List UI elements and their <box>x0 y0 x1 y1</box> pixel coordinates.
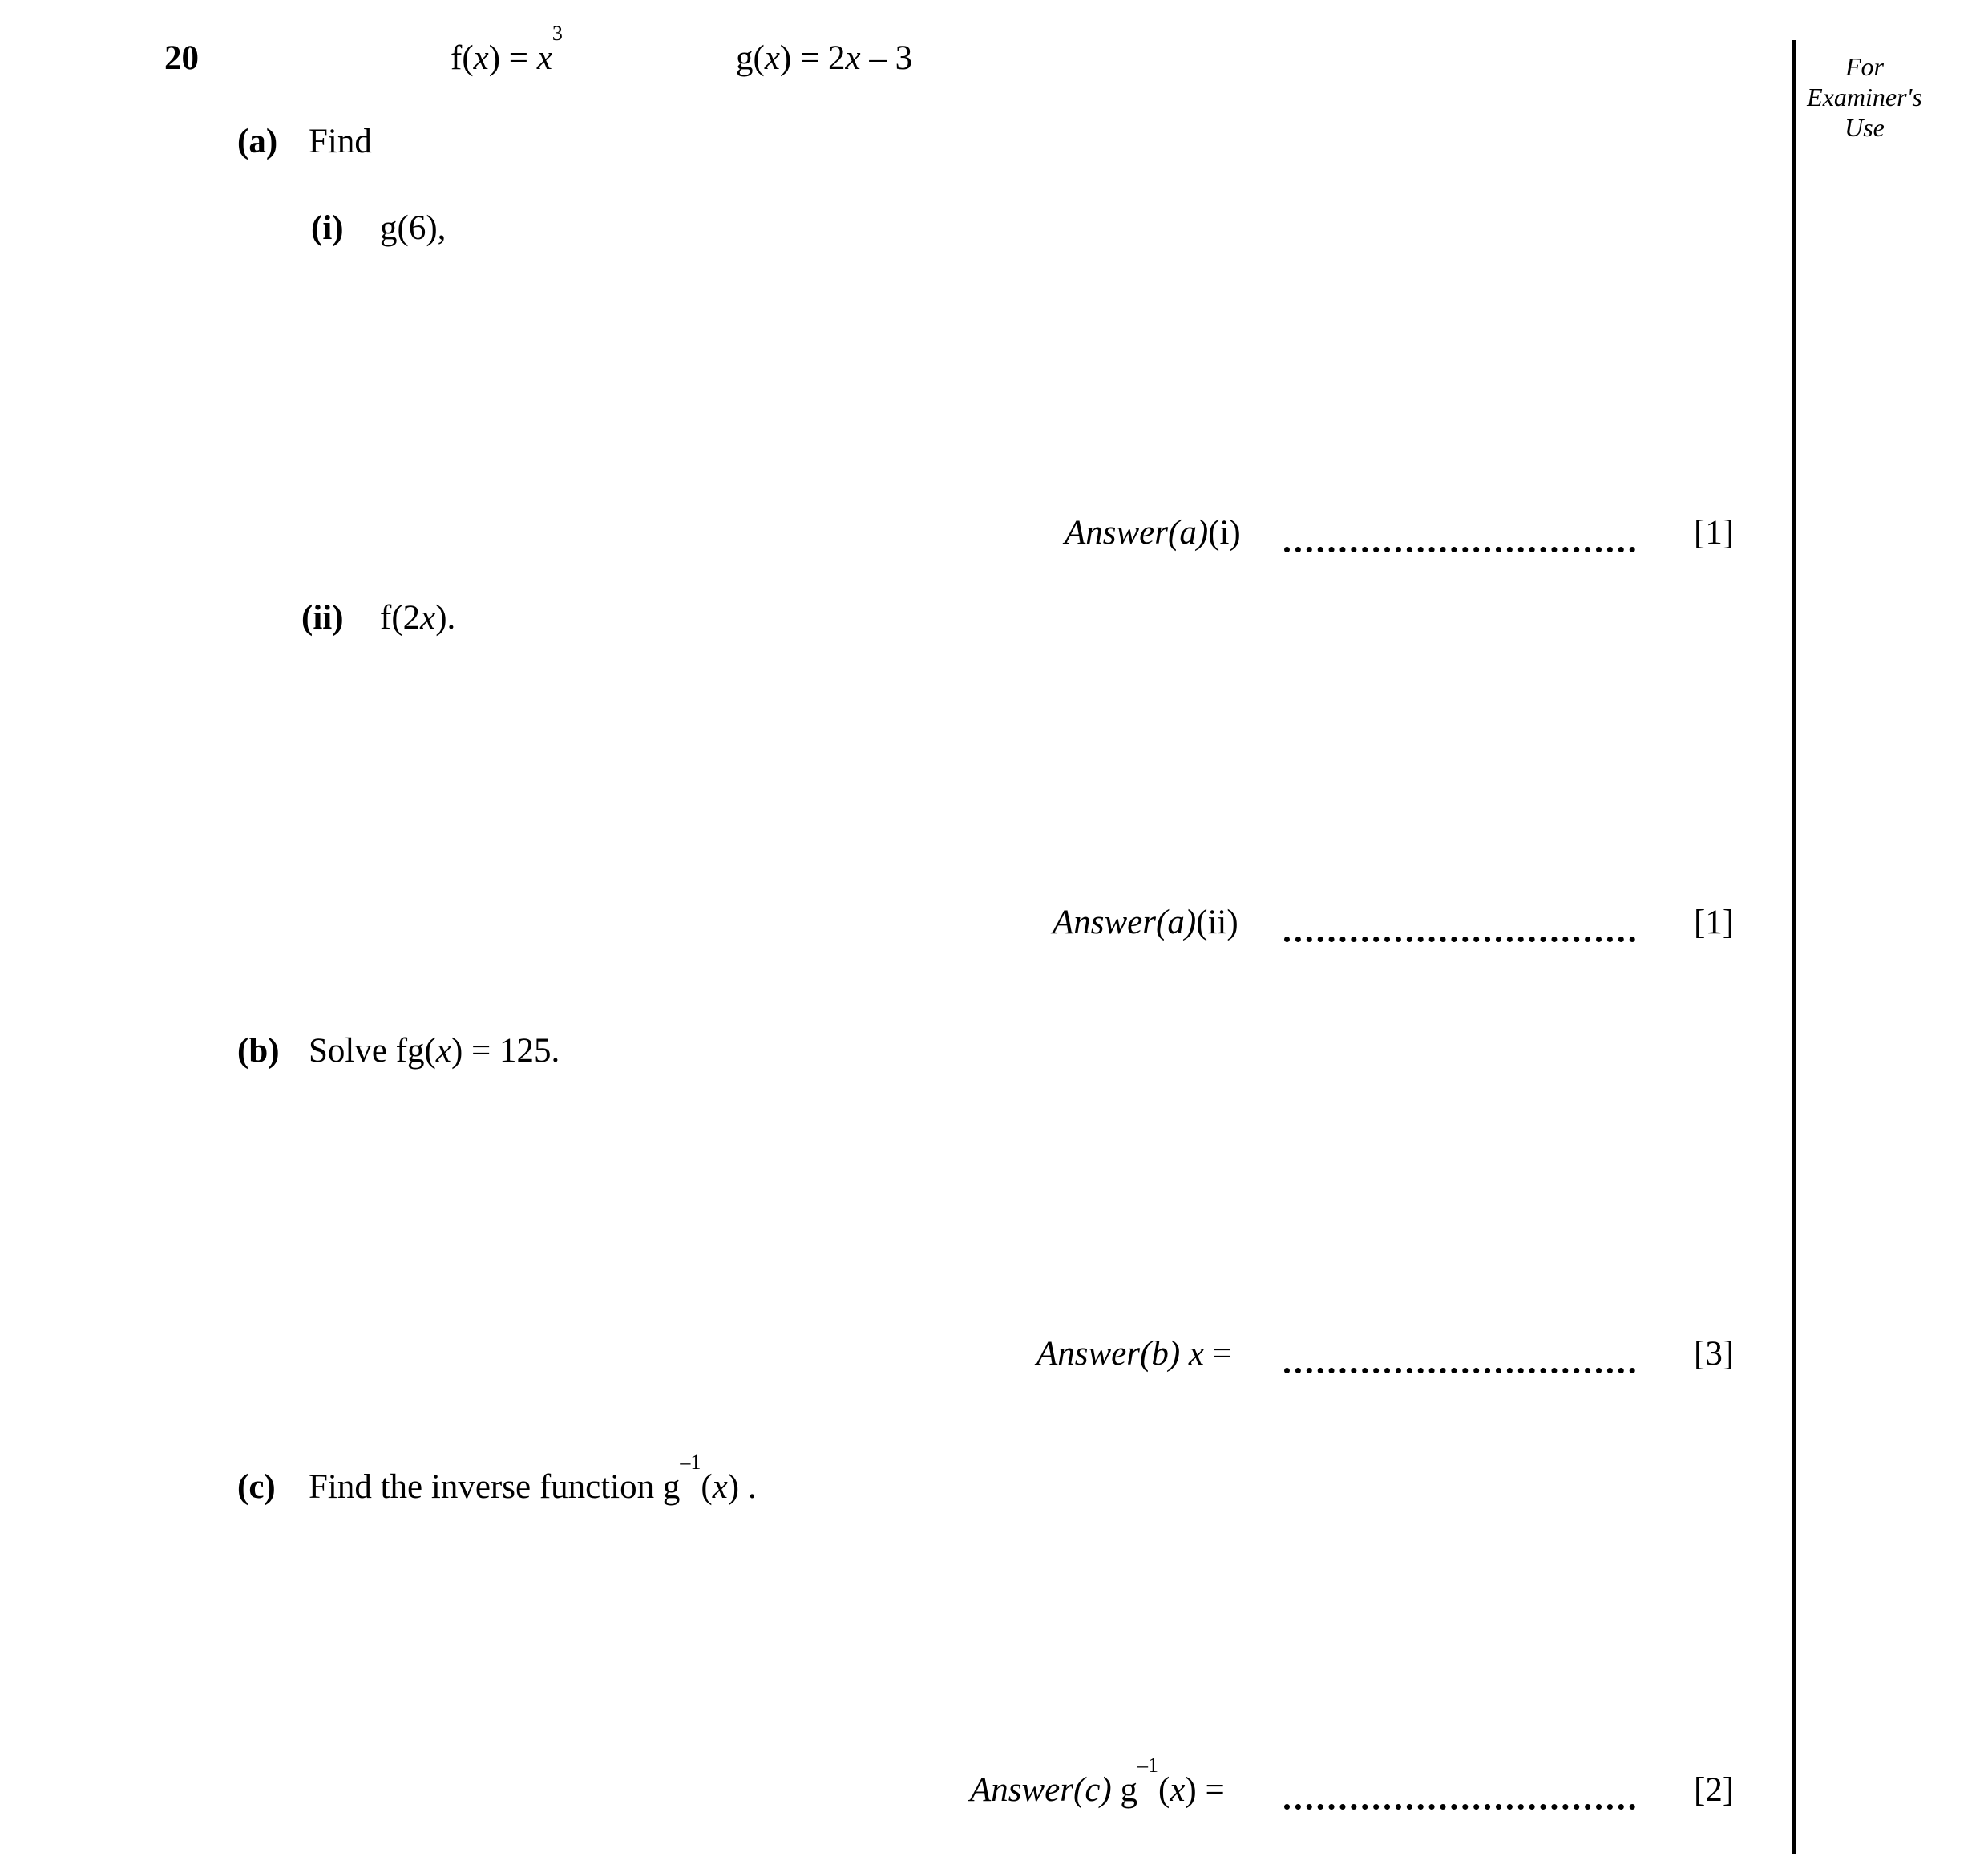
answer-c-prefix: Answer(c) <box>970 1771 1112 1809</box>
answer-c-label <box>970 1754 1225 1810</box>
part-c-text-b: ( <box>701 1468 713 1506</box>
f-power: 3 <box>552 22 563 45</box>
part-b-text-a: Solve fg( <box>309 1032 436 1070</box>
g-var: x <box>764 39 780 77</box>
g-lhs: g( <box>736 39 765 77</box>
examiner-line-3: Use <box>1845 113 1885 142</box>
part-c-power: –1 <box>680 1450 701 1474</box>
g-var2: x <box>845 39 861 77</box>
part-a-ii-text-a: f(2 <box>380 599 421 637</box>
answer-b-prefix: Answer(b) x <box>1036 1335 1204 1373</box>
part-a-text: Find <box>309 123 372 160</box>
answer-c-g: g <box>1111 1771 1137 1809</box>
answer-a-i-prefix: Answer(a) <box>1065 514 1209 552</box>
answer-b-line[interactable] <box>1284 1368 1635 1373</box>
part-a-ii-var: x <box>420 599 436 637</box>
answer-c-line[interactable] <box>1284 1804 1635 1810</box>
part-b-var: x <box>435 1032 451 1070</box>
answer-c-var: x <box>1170 1771 1186 1809</box>
part-c-text <box>309 1450 757 1507</box>
part-b-text-b: ) = 125. <box>451 1032 560 1070</box>
marks-a-ii: [1] <box>1694 904 1735 941</box>
g-definition <box>736 38 912 78</box>
part-c-text-a: Find the inverse function g <box>309 1468 681 1506</box>
examiner-line-2: Examiner's <box>1807 83 1922 111</box>
examiner-line-1: For <box>1845 52 1884 81</box>
part-c-var: x <box>712 1468 728 1506</box>
marks-a-i: [1] <box>1694 514 1735 552</box>
part-a-ii-text <box>380 598 455 637</box>
marks-c: [2] <box>1694 1771 1735 1809</box>
answer-a-ii-label <box>1053 903 1238 942</box>
f-var: x <box>473 39 489 77</box>
part-a-i-text: g(6), <box>380 209 446 247</box>
marks-b: [3] <box>1694 1335 1735 1373</box>
answer-c-c: ) = <box>1185 1771 1225 1809</box>
g-rhs: – 3 <box>860 39 913 77</box>
answer-a-i-suffix: (i) <box>1208 514 1241 552</box>
answer-a-i-line[interactable] <box>1284 547 1635 552</box>
f-lhs: f( <box>451 39 474 77</box>
answer-a-i-label <box>1065 513 1241 552</box>
part-c-text-c: ) . <box>727 1468 757 1506</box>
f-mid: ) = <box>488 39 537 77</box>
answer-b-suffix: = <box>1203 1335 1232 1373</box>
f-definition <box>451 22 563 78</box>
answer-a-ii-prefix: Answer(a) <box>1053 904 1197 941</box>
g-mid: ) = 2 <box>779 39 846 77</box>
part-a-label: (a) <box>237 123 278 160</box>
answer-c-b: ( <box>1158 1771 1170 1809</box>
part-a-ii-text-b: ). <box>435 599 456 637</box>
answer-a-ii-suffix: (ii) <box>1196 904 1238 941</box>
answer-c-power: –1 <box>1137 1754 1158 1777</box>
question-number: 20 <box>164 39 199 77</box>
part-b-text <box>309 1031 560 1070</box>
part-c-label: (c) <box>237 1468 276 1506</box>
part-a-i-label: (i) <box>311 209 344 247</box>
part-a-ii-label: (ii) <box>301 599 344 637</box>
answer-b-label <box>1036 1334 1232 1373</box>
examiner-use-label <box>1784 51 1945 143</box>
answer-a-ii-line[interactable] <box>1284 937 1635 942</box>
f-rhs-var: x <box>536 39 552 77</box>
examiner-margin-line <box>1792 40 1796 1854</box>
part-b-label: (b) <box>237 1032 280 1070</box>
